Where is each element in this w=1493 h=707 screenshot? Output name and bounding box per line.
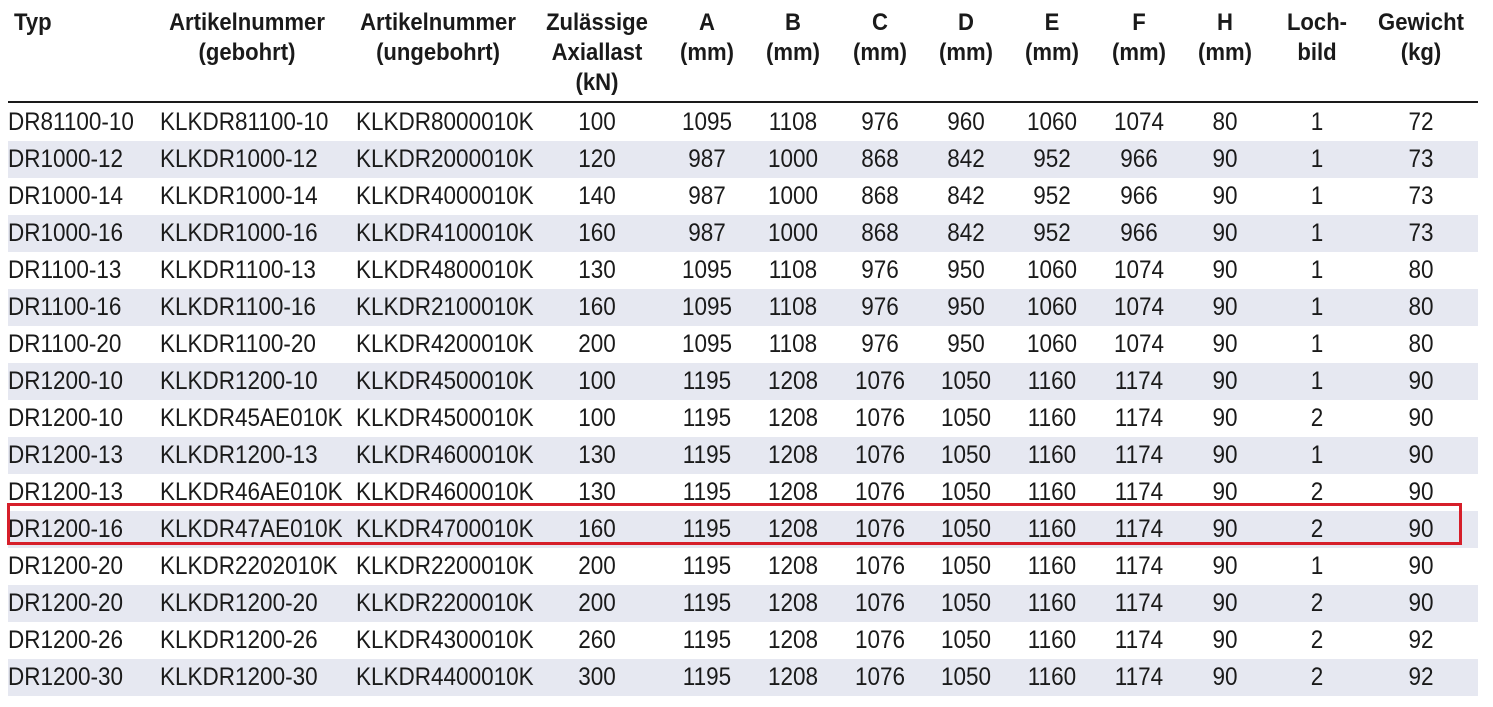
cell-art-ungebohrt: KLKDR4400010K [356, 663, 534, 691]
cell-art-gebohrt: KLKDR1200-10 [160, 367, 318, 395]
cell-lochbild: 2 [1310, 404, 1324, 432]
cell-art-ungebohrt: KLKDR4100010K [356, 219, 534, 247]
cell-b: 1208 [767, 478, 819, 506]
cell-art-ungebohrt: KLKDR2000010K [356, 145, 534, 173]
table-row [8, 363, 1478, 400]
column-header-axiallast: Zulässige Axiallast (kN) [546, 9, 648, 96]
cell-d: 842 [947, 145, 985, 173]
cell-a: 1195 [682, 663, 732, 691]
cell-h: 90 [1212, 589, 1238, 617]
cell-gewicht: 73 [1408, 182, 1434, 210]
cell-a: 1095 [681, 256, 733, 284]
cell-typ: DR1200-10 [8, 404, 124, 432]
cell-b: 1108 [768, 330, 818, 358]
table-row [8, 215, 1478, 252]
cell-axiallast: 200 [578, 552, 616, 580]
cell-e: 1160 [1027, 441, 1077, 469]
cell-a: 987 [688, 145, 726, 173]
table-row [8, 178, 1478, 215]
cell-e: 1160 [1027, 589, 1077, 617]
cell-axiallast: 130 [578, 256, 616, 284]
cell-art-gebohrt: KLKDR1100-16 [160, 293, 316, 321]
cell-b: 1208 [767, 589, 819, 617]
cell-gewicht: 73 [1408, 145, 1434, 173]
cell-c: 976 [861, 108, 899, 136]
cell-h: 90 [1212, 256, 1238, 284]
column-header-f: F (mm) [1112, 9, 1166, 66]
cell-a: 1195 [682, 441, 732, 469]
cell-d: 1050 [940, 663, 992, 691]
cell-h: 90 [1212, 552, 1238, 580]
header-divider [8, 101, 1478, 103]
column-header-h: H (mm) [1198, 9, 1252, 66]
cell-d: 842 [947, 182, 985, 210]
cell-art-gebohrt: KLKDR1100-20 [160, 330, 316, 358]
cell-axiallast: 300 [578, 663, 616, 691]
cell-lochbild: 1 [1310, 330, 1324, 358]
cell-gewicht: 90 [1408, 589, 1434, 617]
cell-a: 987 [688, 182, 726, 210]
cell-b: 1000 [767, 145, 819, 173]
cell-c: 1076 [854, 404, 906, 432]
cell-h: 90 [1212, 663, 1238, 691]
cell-d: 842 [947, 219, 985, 247]
cell-d: 1050 [940, 515, 992, 543]
cell-b: 1108 [768, 256, 818, 284]
cell-lochbild: 1 [1310, 256, 1324, 284]
cell-a: 1095 [681, 108, 733, 136]
cell-c: 976 [861, 293, 899, 321]
cell-d: 950 [947, 293, 985, 321]
cell-b: 1108 [768, 293, 818, 321]
cell-axiallast: 100 [578, 404, 616, 432]
cell-gewicht: 90 [1408, 404, 1434, 432]
table-header [0, 0, 1493, 100]
cell-lochbild: 1 [1310, 219, 1324, 247]
cell-e: 1160 [1027, 515, 1077, 543]
cell-c: 976 [861, 330, 899, 358]
cell-lochbild: 1 [1310, 108, 1324, 136]
cell-f: 1174 [1114, 589, 1164, 617]
cell-axiallast: 200 [578, 330, 616, 358]
cell-art-gebohrt: KLKDR46AE010K [160, 478, 343, 506]
table-row [8, 548, 1478, 585]
cell-e: 1160 [1027, 367, 1077, 395]
table-row [8, 400, 1478, 437]
table-row [8, 437, 1478, 474]
cell-f: 1074 [1113, 293, 1165, 321]
cell-a: 1195 [682, 589, 732, 617]
cell-axiallast: 160 [578, 219, 616, 247]
cell-typ: DR1200-10 [8, 367, 124, 395]
cell-typ: DR1200-16 [8, 515, 124, 543]
cell-h: 90 [1212, 441, 1238, 469]
cell-lochbild: 2 [1310, 478, 1324, 506]
cell-h: 90 [1212, 404, 1238, 432]
cell-b: 1208 [767, 552, 819, 580]
cell-d: 1050 [940, 441, 992, 469]
cell-typ: DR1200-20 [8, 552, 124, 580]
cell-art-gebohrt: KLKDR1000-12 [160, 145, 318, 173]
cell-gewicht: 80 [1408, 256, 1434, 284]
cell-typ: DR1000-14 [8, 182, 124, 210]
cell-a: 1195 [682, 367, 732, 395]
cell-f: 966 [1120, 219, 1158, 247]
cell-b: 1000 [767, 182, 819, 210]
column-header-b: B (mm) [766, 9, 820, 66]
cell-lochbild: 1 [1310, 293, 1324, 321]
cell-art-ungebohrt: KLKDR4600010K [356, 441, 534, 469]
cell-art-gebohrt: KLKDR45AE010K [160, 404, 343, 432]
table-row [8, 104, 1478, 141]
cell-axiallast: 140 [578, 182, 616, 210]
cell-h: 90 [1212, 367, 1238, 395]
cell-art-ungebohrt: KLKDR4200010K [356, 330, 534, 358]
cell-f: 1174 [1114, 478, 1164, 506]
cell-d: 1050 [940, 478, 992, 506]
cell-lochbild: 2 [1310, 626, 1324, 654]
cell-a: 987 [688, 219, 726, 247]
cell-gewicht: 80 [1408, 330, 1434, 358]
cell-h: 90 [1212, 626, 1238, 654]
cell-axiallast: 100 [578, 367, 616, 395]
table-row [8, 289, 1478, 326]
cell-gewicht: 90 [1408, 367, 1434, 395]
cell-e: 1060 [1026, 256, 1078, 284]
cell-f: 1174 [1114, 626, 1164, 654]
cell-b: 1208 [767, 404, 819, 432]
cell-d: 1050 [940, 367, 992, 395]
table-row [8, 622, 1478, 659]
cell-art-gebohrt: KLKDR1000-14 [160, 182, 318, 210]
cell-lochbild: 2 [1310, 515, 1324, 543]
cell-h: 90 [1212, 293, 1238, 321]
cell-lochbild: 1 [1310, 441, 1324, 469]
cell-c: 976 [861, 256, 899, 284]
cell-a: 1095 [681, 293, 733, 321]
cell-typ: DR1100-13 [8, 256, 122, 284]
table-row [8, 326, 1478, 363]
column-header-e: E (mm) [1025, 9, 1079, 66]
table-row [8, 659, 1478, 696]
cell-art-ungebohrt: KLKDR8000010K [356, 108, 534, 136]
cell-gewicht: 80 [1408, 293, 1434, 321]
table-row-highlighted [8, 511, 1478, 548]
cell-f: 966 [1120, 145, 1158, 173]
cell-c: 1076 [854, 552, 906, 580]
cell-c: 868 [861, 182, 899, 210]
cell-d: 1050 [940, 404, 992, 432]
cell-c: 1076 [854, 478, 906, 506]
cell-f: 1174 [1114, 404, 1164, 432]
cell-f: 1074 [1113, 330, 1165, 358]
cell-art-gebohrt: KLKDR1200-30 [160, 663, 318, 691]
cell-e: 1160 [1027, 404, 1077, 432]
cell-axiallast: 260 [578, 626, 616, 654]
cell-typ: DR1000-12 [8, 145, 124, 173]
cell-axiallast: 100 [578, 108, 616, 136]
cell-lochbild: 1 [1310, 182, 1324, 210]
cell-f: 1074 [1113, 108, 1165, 136]
cell-lochbild: 1 [1310, 145, 1324, 173]
cell-gewicht: 72 [1408, 108, 1434, 136]
cell-a: 1195 [682, 626, 732, 654]
cell-typ: DR1200-13 [8, 478, 124, 506]
cell-gewicht: 90 [1408, 515, 1434, 543]
cell-axiallast: 120 [578, 145, 616, 173]
cell-lochbild: 2 [1310, 663, 1324, 691]
table-row [8, 141, 1478, 178]
table-row [8, 474, 1478, 511]
cell-typ: DR1200-13 [8, 441, 124, 469]
column-header-a: A (mm) [680, 9, 734, 66]
cell-h: 90 [1212, 219, 1238, 247]
cell-art-gebohrt: KLKDR81100-10 [160, 108, 329, 136]
table-body [8, 104, 1478, 696]
cell-typ: DR1200-20 [8, 589, 124, 617]
cell-f: 966 [1120, 182, 1158, 210]
cell-a: 1195 [682, 404, 732, 432]
column-header-art-ungebohrt: Artikelnummer (ungebohrt) [360, 9, 516, 66]
cell-h: 90 [1212, 478, 1238, 506]
cell-art-ungebohrt: KLKDR2200010K [356, 589, 534, 617]
cell-b: 1208 [767, 441, 819, 469]
cell-typ: DR1100-16 [8, 293, 122, 321]
column-header-typ: Typ [14, 9, 52, 36]
cell-c: 868 [861, 145, 899, 173]
cell-c: 1076 [854, 589, 906, 617]
cell-gewicht: 90 [1408, 478, 1434, 506]
cell-b: 1208 [767, 367, 819, 395]
cell-b: 1208 [767, 626, 819, 654]
cell-art-gebohrt: KLKDR1100-13 [160, 256, 316, 284]
cell-axiallast: 130 [578, 478, 616, 506]
cell-art-ungebohrt: KLKDR2100010K [356, 293, 534, 321]
cell-b: 1208 [767, 515, 819, 543]
column-header-art-gebohrt: Artikelnummer (gebohrt) [169, 9, 325, 66]
cell-b: 1000 [767, 219, 819, 247]
cell-c: 1076 [854, 367, 906, 395]
cell-e: 952 [1033, 145, 1071, 173]
cell-gewicht: 92 [1408, 663, 1434, 691]
cell-typ: DR1000-16 [8, 219, 124, 247]
cell-art-ungebohrt: KLKDR4500010K [356, 367, 534, 395]
cell-d: 950 [947, 256, 985, 284]
cell-art-gebohrt: KLKDR1200-20 [160, 589, 318, 617]
cell-f: 1074 [1113, 256, 1165, 284]
cell-h: 90 [1212, 145, 1238, 173]
cell-a: 1095 [681, 330, 733, 358]
cell-d: 960 [947, 108, 985, 136]
cell-h: 80 [1212, 108, 1238, 136]
cell-e: 952 [1033, 182, 1071, 210]
cell-a: 1195 [682, 478, 732, 506]
cell-h: 90 [1212, 182, 1238, 210]
cell-f: 1174 [1114, 552, 1164, 580]
cell-gewicht: 90 [1408, 441, 1434, 469]
cell-e: 1060 [1026, 330, 1078, 358]
cell-e: 1160 [1027, 478, 1077, 506]
cell-lochbild: 1 [1310, 367, 1324, 395]
cell-e: 952 [1033, 219, 1071, 247]
cell-typ: DR1100-20 [8, 330, 122, 358]
cell-e: 1160 [1027, 663, 1077, 691]
cell-c: 1076 [854, 515, 906, 543]
cell-f: 1174 [1114, 441, 1164, 469]
column-header-gewicht: Gewicht (kg) [1378, 9, 1464, 66]
cell-typ: DR1200-30 [8, 663, 124, 691]
cell-c: 1076 [854, 441, 906, 469]
cell-art-ungebohrt: KLKDR4800010K [356, 256, 534, 284]
table-row [8, 585, 1478, 622]
cell-d: 1050 [940, 589, 992, 617]
cell-c: 1076 [854, 663, 906, 691]
cell-art-gebohrt: KLKDR1000-16 [160, 219, 318, 247]
cell-d: 1050 [940, 626, 992, 654]
cell-art-gebohrt: KLKDR47AE010K [160, 515, 343, 543]
cell-e: 1160 [1027, 552, 1077, 580]
cell-art-ungebohrt: KLKDR4600010K [356, 478, 534, 506]
cell-e: 1060 [1026, 108, 1078, 136]
cell-typ: DR1200-26 [8, 626, 124, 654]
cell-lochbild: 2 [1310, 589, 1324, 617]
cell-h: 90 [1212, 515, 1238, 543]
column-header-d: D (mm) [939, 9, 993, 66]
cell-axiallast: 130 [578, 441, 616, 469]
cell-d: 1050 [940, 552, 992, 580]
cell-f: 1174 [1114, 515, 1164, 543]
cell-gewicht: 90 [1408, 552, 1434, 580]
cell-art-gebohrt: KLKDR2202010K [160, 552, 338, 580]
table-row [8, 252, 1478, 289]
column-header-c: C (mm) [853, 9, 907, 66]
cell-c: 1076 [854, 626, 906, 654]
cell-axiallast: 200 [578, 589, 616, 617]
cell-c: 868 [861, 219, 899, 247]
cell-art-ungebohrt: KLKDR2200010K [356, 552, 534, 580]
column-header-lochbild: Loch- bild [1286, 9, 1348, 66]
cell-b: 1108 [768, 108, 818, 136]
cell-a: 1195 [682, 515, 732, 543]
cell-f: 1174 [1114, 367, 1164, 395]
cell-art-ungebohrt: KLKDR4300010K [356, 626, 534, 654]
cell-gewicht: 92 [1408, 626, 1434, 654]
cell-e: 1160 [1027, 626, 1077, 654]
cell-art-gebohrt: KLKDR1200-13 [160, 441, 318, 469]
cell-axiallast: 160 [578, 515, 616, 543]
cell-art-ungebohrt: KLKDR4700010K [356, 515, 534, 543]
cell-typ: DR81100-10 [8, 108, 134, 136]
cell-e: 1060 [1026, 293, 1078, 321]
cell-a: 1195 [682, 552, 732, 580]
cell-art-gebohrt: KLKDR1200-26 [160, 626, 318, 654]
cell-art-ungebohrt: KLKDR4000010K [356, 182, 534, 210]
cell-art-ungebohrt: KLKDR4500010K [356, 404, 534, 432]
cell-axiallast: 160 [578, 293, 616, 321]
cell-h: 90 [1212, 330, 1238, 358]
cell-gewicht: 73 [1408, 219, 1434, 247]
cell-b: 1208 [767, 663, 819, 691]
cell-f: 1174 [1114, 663, 1164, 691]
cell-d: 950 [947, 330, 985, 358]
cell-lochbild: 1 [1310, 552, 1324, 580]
